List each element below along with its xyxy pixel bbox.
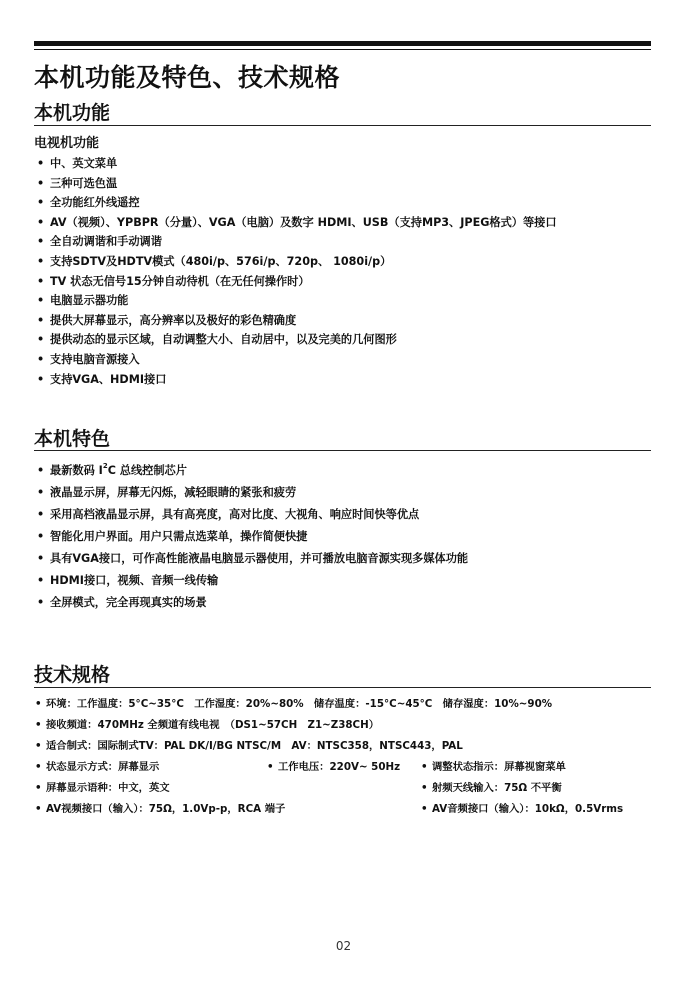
- spec-languages: • 屏幕显示语种：中文，英文: [34, 778, 170, 799]
- spec-voltage: • 工作电压：220V~ 50Hz: [266, 757, 400, 778]
- spec-rf-input: • 射频天线输入：75Ω 不平衡: [420, 778, 562, 799]
- spec-row: [34, 715, 651, 736]
- spec-adjust-indicator: • 调整状态指示：屏幕视窗菜单: [420, 757, 566, 778]
- list-item: • 全屏模式，完全再现真实的场景: [34, 592, 468, 614]
- list-item: • 全功能红外线遥控: [34, 193, 557, 213]
- list-item: • AV（视频）、YPBPR（分量）、VGA（电脑）及数字 HDMI、USB（支持MP3、JPEG格式）等接口: [34, 213, 557, 233]
- spec-environment: • 环境：工作温度：5°C~35°C 工作湿度：20%~80% 储存温度：-15°C~45°C 储存湿度：10%~90%: [34, 694, 552, 715]
- list-item: • 三种可选色温: [34, 174, 557, 194]
- header-rule-thin: [34, 49, 651, 50]
- list-item: • 支持VGA、HDMI接口: [34, 370, 557, 390]
- list-item: • 电脑显示器功能: [34, 291, 557, 311]
- page-title: 本机功能及特色、技术规格: [34, 63, 341, 92]
- list-item: • 支持SDTV及HDTV模式（480i/p、576i/p、720p、 1080i/p）: [34, 252, 557, 272]
- header-rule-thick: [34, 41, 651, 46]
- feature-1-post: C 总线控制芯片: [107, 464, 187, 477]
- features-rule: [34, 450, 651, 451]
- spec-av-video-input: • AV视频接口（输入）：75Ω，1.0Vp-p，RCA 端子: [34, 799, 285, 820]
- list-item: • 支持电脑音源接入: [34, 350, 557, 370]
- features-list: [34, 460, 468, 614]
- spec-row: [34, 694, 651, 715]
- spec-av-audio-input: • AV音频接口（输入）：10kΩ，0.5Vrms: [420, 799, 623, 820]
- feature-1-pre: 最新数码 I: [50, 464, 103, 477]
- feature-1-superscript: 2: [102, 462, 108, 470]
- features-heading: 本机特色: [34, 428, 111, 450]
- spec-standards: • 适合制式：国际制式TV：PAL DK/I/BG NTSC/M AV：NTSC358，NTSC443，PAL: [34, 736, 463, 757]
- functions-list: [34, 154, 557, 389]
- spec-display-mode: • 状态显示方式：屏幕显示: [34, 757, 159, 778]
- tv-functions-subheading: 电视机功能: [34, 136, 100, 151]
- spec-row: [34, 799, 651, 820]
- list-item: • 提供动态的显示区域，自动调整大小、自动居中，以及完美的几何图形: [34, 330, 557, 350]
- list-item: • 提供大屏幕显示，高分辨率以及极好的彩色精确度: [34, 311, 557, 331]
- spec-row: [34, 778, 651, 799]
- list-item: • 全自动调谐和手动调谐: [34, 232, 557, 252]
- specs-rule: [34, 687, 651, 688]
- page-number: 02: [335, 939, 352, 953]
- functions-heading: 本机功能: [34, 102, 111, 124]
- list-item: • TV 状态无信号15分钟自动待机（在无任何操作时）: [34, 272, 557, 292]
- list-item: • 中、英文菜单: [34, 154, 557, 174]
- specs-heading: 技术规格: [34, 664, 111, 686]
- list-item: • 智能化用户界面。用户只需点选菜单，操作简便快捷: [34, 526, 468, 548]
- spec-row: [34, 736, 651, 757]
- functions-rule: [34, 125, 651, 126]
- list-item: • 具有VGA接口，可作高性能液晶电脑显示器使用，并可播放电脑音源实现多媒体功能: [34, 548, 468, 570]
- specs-list: [34, 694, 651, 820]
- list-item: [34, 460, 468, 482]
- spec-row: [34, 757, 651, 778]
- list-item: • 采用高档液晶显示屏，具有高亮度，高对比度、大视角、响应时间快等优点: [34, 504, 468, 526]
- list-item: • HDMI接口，视频、音频一线传输: [34, 570, 468, 592]
- list-item: • 液晶显示屏，屏幕无闪烁，减轻眼睛的紧张和疲劳: [34, 482, 468, 504]
- spec-reception-band: • 接收频道：470MHz 全频道有线电视 （DS1~57CH Z1~Z38CH）: [34, 715, 379, 736]
